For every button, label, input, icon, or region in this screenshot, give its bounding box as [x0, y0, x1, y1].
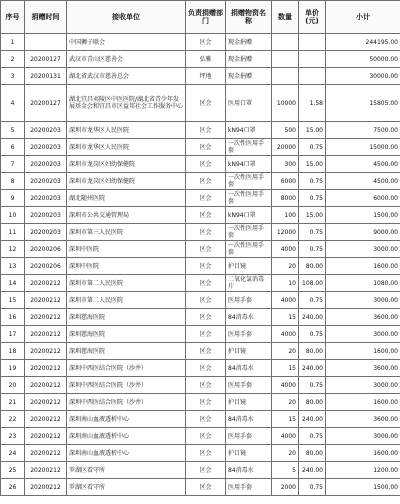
cell-unit-price: 240.00	[299, 309, 326, 326]
table-row	[1, 190, 400, 207]
cell-date: 20200212	[25, 428, 67, 445]
cell-unit-price: 1.58	[299, 85, 326, 122]
cell-subtotal: 1500.00	[326, 479, 400, 496]
cell-item: kN94口罩	[226, 156, 272, 173]
cell-qty: 8000	[272, 190, 299, 207]
cell-date	[25, 34, 67, 51]
cell-item: 医用手套	[226, 377, 272, 394]
cell-qty: 5	[272, 462, 299, 479]
cell-subtotal: 3000.00	[326, 428, 400, 445]
cell-unit-price: 80.00	[299, 394, 326, 411]
cell-recipient: 深圳南山血液透析中心	[67, 411, 186, 428]
cell-qty: 20	[272, 258, 299, 275]
cell-qty: 15	[272, 360, 299, 377]
cell-item: 84消毒水	[226, 309, 272, 326]
header-item: 捐赠物资名称	[226, 1, 272, 34]
cell-seq: 8	[1, 173, 25, 190]
cell-unit-price: 0.75	[299, 377, 326, 394]
table-row	[1, 68, 400, 85]
cell-unit-price: 15.00	[299, 122, 326, 139]
cell-department: 区会	[186, 428, 226, 445]
cell-department: 区会	[186, 207, 226, 224]
cell-item: 一次性医用手套	[226, 173, 272, 190]
cell-department: 区会	[186, 309, 226, 326]
cell-item: 护目镜	[226, 445, 272, 462]
cell-subtotal: 1080.00	[326, 275, 400, 292]
table-row	[1, 360, 400, 377]
table-row	[1, 258, 400, 275]
cell-item: 84消毒水	[226, 462, 272, 479]
cell-subtotal: 1600.00	[326, 258, 400, 275]
cell-qty: 10	[272, 275, 299, 292]
cell-qty: 20	[272, 445, 299, 462]
cell-date: 20200206	[25, 241, 67, 258]
table-row	[1, 241, 400, 258]
header-qty: 数量	[272, 1, 299, 34]
cell-department: 区会	[186, 173, 226, 190]
cell-item: 一次性医用手套	[226, 224, 272, 241]
table-row	[1, 207, 400, 224]
cell-recipient: 深圳慈海医院	[67, 343, 186, 360]
table-row	[1, 85, 400, 122]
cell-subtotal: 244195.00	[326, 34, 400, 51]
cell-recipient: 深圳市第二人民医院	[67, 275, 186, 292]
cell-date: 20200206	[25, 258, 67, 275]
cell-subtotal: 4500.00	[326, 173, 400, 190]
cell-unit-price: 108.00	[299, 275, 326, 292]
header-department: 负责捐赠部门	[186, 1, 226, 34]
cell-recipient: 深圳市龙岗区妇幼保健院	[67, 156, 186, 173]
cell-seq: 23	[1, 428, 25, 445]
cell-department: 区会	[186, 241, 226, 258]
cell-item: 一次性医用手套	[226, 139, 272, 156]
table-body	[1, 34, 400, 496]
cell-department: 区会	[186, 394, 226, 411]
cell-seq: 21	[1, 394, 25, 411]
cell-seq: 14	[1, 275, 25, 292]
cell-recipient: 湖北宜昌夷陵区中医医院/湖北省青少年发展基金会和宜昌市区益邦社会工作服务中心	[67, 85, 186, 122]
cell-unit-price: 0.75	[299, 326, 326, 343]
cell-qty	[272, 34, 299, 51]
cell-unit-price: 0.75	[299, 241, 326, 258]
cell-department: 坪地	[186, 68, 226, 85]
table-row	[1, 51, 400, 68]
cell-qty	[272, 68, 299, 85]
cell-unit-price: 0.75	[299, 224, 326, 241]
cell-date: 20200131	[25, 68, 67, 85]
header-unit-price: 单价(元)	[299, 1, 326, 34]
cell-qty: 500	[272, 122, 299, 139]
cell-unit-price: 240.00	[299, 360, 326, 377]
cell-department: 区会	[186, 34, 226, 51]
cell-date: 20200203	[25, 156, 67, 173]
cell-recipient: 深圳中西医结合医院（沙井）	[67, 377, 186, 394]
cell-seq: 24	[1, 445, 25, 462]
cell-unit-price: 240.00	[299, 462, 326, 479]
cell-department: 区会	[186, 326, 226, 343]
cell-item: 现金捐赠	[226, 34, 272, 51]
cell-department: 区会	[186, 258, 226, 275]
cell-item: 医用手套	[226, 326, 272, 343]
cell-recipient: 武汉市青山区慈善会	[67, 51, 186, 68]
cell-seq: 15	[1, 292, 25, 309]
cell-qty: 4000	[272, 326, 299, 343]
cell-subtotal: 3600.00	[326, 309, 400, 326]
cell-date: 20200212	[25, 462, 67, 479]
cell-subtotal: 50000.00	[326, 51, 400, 68]
cell-qty: 4000	[272, 292, 299, 309]
cell-seq: 22	[1, 411, 25, 428]
cell-subtotal: 9000.00	[326, 224, 400, 241]
cell-qty: 2000	[272, 479, 299, 496]
cell-subtotal: 1200.00	[326, 462, 400, 479]
cell-qty	[272, 51, 299, 68]
cell-subtotal: 3000.00	[326, 292, 400, 309]
header-subtotal: 小计	[326, 1, 400, 34]
cell-seq: 20	[1, 377, 25, 394]
cell-recipient: 深圳慈海医院	[67, 326, 186, 343]
table-row	[1, 445, 400, 462]
cell-unit-price: 0.75	[299, 190, 326, 207]
cell-subtotal: 4500.00	[326, 156, 400, 173]
cell-seq: 12	[1, 241, 25, 258]
cell-department: 区会	[186, 343, 226, 360]
cell-item: 一次性医用手套	[226, 241, 272, 258]
cell-qty: 10000	[272, 85, 299, 122]
cell-date: 20200203	[25, 207, 67, 224]
cell-subtotal: 15000.00	[326, 139, 400, 156]
cell-subtotal: 1500.00	[326, 207, 400, 224]
cell-recipient: 深圳市第三人民医院	[67, 224, 186, 241]
cell-unit-price: 15.00	[299, 207, 326, 224]
cell-subtotal: 7500.00	[326, 122, 400, 139]
cell-seq: 19	[1, 360, 25, 377]
cell-date: 20200212	[25, 326, 67, 343]
cell-recipient: 湖北省武汉市慈善总会	[67, 68, 186, 85]
cell-department: 区会	[186, 122, 226, 139]
cell-recipient: 中国狮子联会	[67, 34, 186, 51]
table-row	[1, 292, 400, 309]
table-row	[1, 411, 400, 428]
cell-date: 20200212	[25, 411, 67, 428]
cell-unit-price: 0.75	[299, 139, 326, 156]
cell-recipient: 湖北随州医院	[67, 190, 186, 207]
table-row	[1, 479, 400, 496]
cell-date: 20200212	[25, 445, 67, 462]
cell-date: 20200203	[25, 173, 67, 190]
cell-unit-price: 0.75	[299, 292, 326, 309]
cell-qty: 12000	[272, 224, 299, 241]
cell-seq: 17	[1, 326, 25, 343]
table-row	[1, 173, 400, 190]
cell-date: 20200127	[25, 85, 67, 122]
cell-subtotal: 3000.00	[326, 377, 400, 394]
cell-date: 20200212	[25, 479, 67, 496]
cell-unit-price: 15.00	[299, 156, 326, 173]
cell-qty: 20	[272, 394, 299, 411]
cell-seq: 6	[1, 139, 25, 156]
cell-item: 医用手套	[226, 479, 272, 496]
cell-qty: 20000	[272, 139, 299, 156]
table-row	[1, 326, 400, 343]
cell-department: 区会	[186, 156, 226, 173]
cell-seq: 2	[1, 51, 25, 68]
cell-seq: 10	[1, 207, 25, 224]
cell-date: 20200127	[25, 51, 67, 68]
cell-qty: 15	[272, 411, 299, 428]
cell-recipient: 深圳中西医结合医院（沙井）	[67, 394, 186, 411]
header-seq: 序号	[1, 1, 25, 34]
cell-department: 区会	[186, 85, 226, 122]
cell-date: 20200212	[25, 394, 67, 411]
cell-seq: 16	[1, 309, 25, 326]
table-row	[1, 156, 400, 173]
cell-recipient: 深圳市龙华区人民医院	[67, 122, 186, 139]
cell-seq: 9	[1, 190, 25, 207]
cell-subtotal: 3600.00	[326, 360, 400, 377]
cell-seq: 13	[1, 258, 25, 275]
cell-unit-price: 240.00	[299, 411, 326, 428]
cell-item: 现金捐赠	[226, 51, 272, 68]
table-row	[1, 343, 400, 360]
cell-item: 护目镜	[226, 258, 272, 275]
cell-seq: 3	[1, 68, 25, 85]
cell-recipient: 深圳慈海医院	[67, 309, 186, 326]
table-header-row	[1, 1, 400, 34]
cell-recipient: 深圳市公共交通管理局	[67, 207, 186, 224]
table-row	[1, 275, 400, 292]
cell-item: 医用手套	[226, 428, 272, 445]
cell-department: 区会	[186, 292, 226, 309]
cell-subtotal: 6000.00	[326, 190, 400, 207]
cell-subtotal: 1600.00	[326, 343, 400, 360]
cell-unit-price	[299, 34, 326, 51]
cell-unit-price: 80.00	[299, 258, 326, 275]
cell-date: 20200212	[25, 343, 67, 360]
cell-recipient: 深圳市龙华区人民医院	[67, 139, 186, 156]
cell-item: 84消毒水	[226, 411, 272, 428]
cell-department: 区会	[186, 275, 226, 292]
cell-item: 现金捐赠	[226, 68, 272, 85]
cell-item: 84消毒水	[226, 360, 272, 377]
table-row	[1, 139, 400, 156]
cell-item: 二氧化氯消毒片	[226, 275, 272, 292]
table-row	[1, 377, 400, 394]
cell-seq: 1	[1, 34, 25, 51]
cell-department: 区会	[186, 445, 226, 462]
cell-recipient: 罗湖区看守所	[67, 462, 186, 479]
cell-subtotal: 1600.00	[326, 445, 400, 462]
cell-date: 20200203	[25, 224, 67, 241]
cell-qty: 4000	[272, 428, 299, 445]
cell-date: 20200203	[25, 122, 67, 139]
cell-qty: 15	[272, 309, 299, 326]
cell-recipient: 深圳中医院	[67, 258, 186, 275]
cell-unit-price: 0.75	[299, 479, 326, 496]
cell-date: 20200212	[25, 275, 67, 292]
cell-subtotal: 3600.00	[326, 411, 400, 428]
cell-unit-price: 80.00	[299, 343, 326, 360]
header-date: 捐赠时间	[25, 1, 67, 34]
cell-department: 区会	[186, 190, 226, 207]
cell-unit-price: 0.75	[299, 428, 326, 445]
cell-department: 区会	[186, 377, 226, 394]
cell-qty: 20	[272, 343, 299, 360]
cell-qty: 6000	[272, 173, 299, 190]
cell-seq: 25	[1, 462, 25, 479]
cell-department: 区会	[186, 479, 226, 496]
cell-item: 护目镜	[226, 394, 272, 411]
table-row	[1, 462, 400, 479]
cell-date: 20200212	[25, 377, 67, 394]
cell-recipient: 深圳南山血液透析中心	[67, 445, 186, 462]
cell-recipient: 深圳南山血液透析中心	[67, 428, 186, 445]
cell-department: 区会	[186, 360, 226, 377]
cell-subtotal: 3000.00	[326, 326, 400, 343]
cell-date: 20200212	[25, 292, 67, 309]
cell-unit-price: 0.75	[299, 173, 326, 190]
cell-department: 区会	[186, 224, 226, 241]
cell-item: kN94口罩	[226, 207, 272, 224]
cell-item: 一次性医用手套	[226, 190, 272, 207]
cell-recipient: 深圳中西医结合医院（沙井）	[67, 360, 186, 377]
table-row	[1, 34, 400, 51]
table-row	[1, 224, 400, 241]
header-recipient: 接收单位	[67, 1, 186, 34]
cell-subtotal: 1600.00	[326, 394, 400, 411]
cell-recipient: 深圳中医院	[67, 241, 186, 258]
cell-seq: 26	[1, 479, 25, 496]
cell-subtotal: 15805.00	[326, 85, 400, 122]
table-row	[1, 309, 400, 326]
cell-unit-price	[299, 68, 326, 85]
cell-seq: 18	[1, 343, 25, 360]
cell-recipient: 深圳市龙岗区妇幼保健院	[67, 173, 186, 190]
cell-qty: 300	[272, 156, 299, 173]
table-row	[1, 394, 400, 411]
cell-date: 20200212	[25, 360, 67, 377]
cell-subtotal: 3000.00	[326, 241, 400, 258]
cell-qty: 4000	[272, 241, 299, 258]
cell-department: 区会	[186, 462, 226, 479]
cell-item: 护目镜	[226, 343, 272, 360]
cell-item: kN94口罩	[226, 122, 272, 139]
cell-date: 20200203	[25, 190, 67, 207]
cell-department: 弘雅	[186, 51, 226, 68]
cell-subtotal: 30000.00	[326, 68, 400, 85]
cell-unit-price: 80.00	[299, 445, 326, 462]
cell-seq: 7	[1, 156, 25, 173]
cell-department: 区会	[186, 411, 226, 428]
cell-date: 20200203	[25, 139, 67, 156]
cell-unit-price	[299, 51, 326, 68]
cell-department: 区会	[186, 139, 226, 156]
cell-qty: 4000	[272, 377, 299, 394]
cell-seq: 11	[1, 224, 25, 241]
cell-seq: 5	[1, 122, 25, 139]
cell-item: 医用口罩	[226, 85, 272, 122]
cell-recipient: 深圳市第二人民医院	[67, 292, 186, 309]
cell-date: 20200212	[25, 309, 67, 326]
cell-recipient: 罗湖区看守所	[67, 479, 186, 496]
table-row	[1, 122, 400, 139]
cell-seq: 4	[1, 85, 25, 122]
cell-item: 医用手套	[226, 292, 272, 309]
cell-qty: 100	[272, 207, 299, 224]
table-row	[1, 428, 400, 445]
